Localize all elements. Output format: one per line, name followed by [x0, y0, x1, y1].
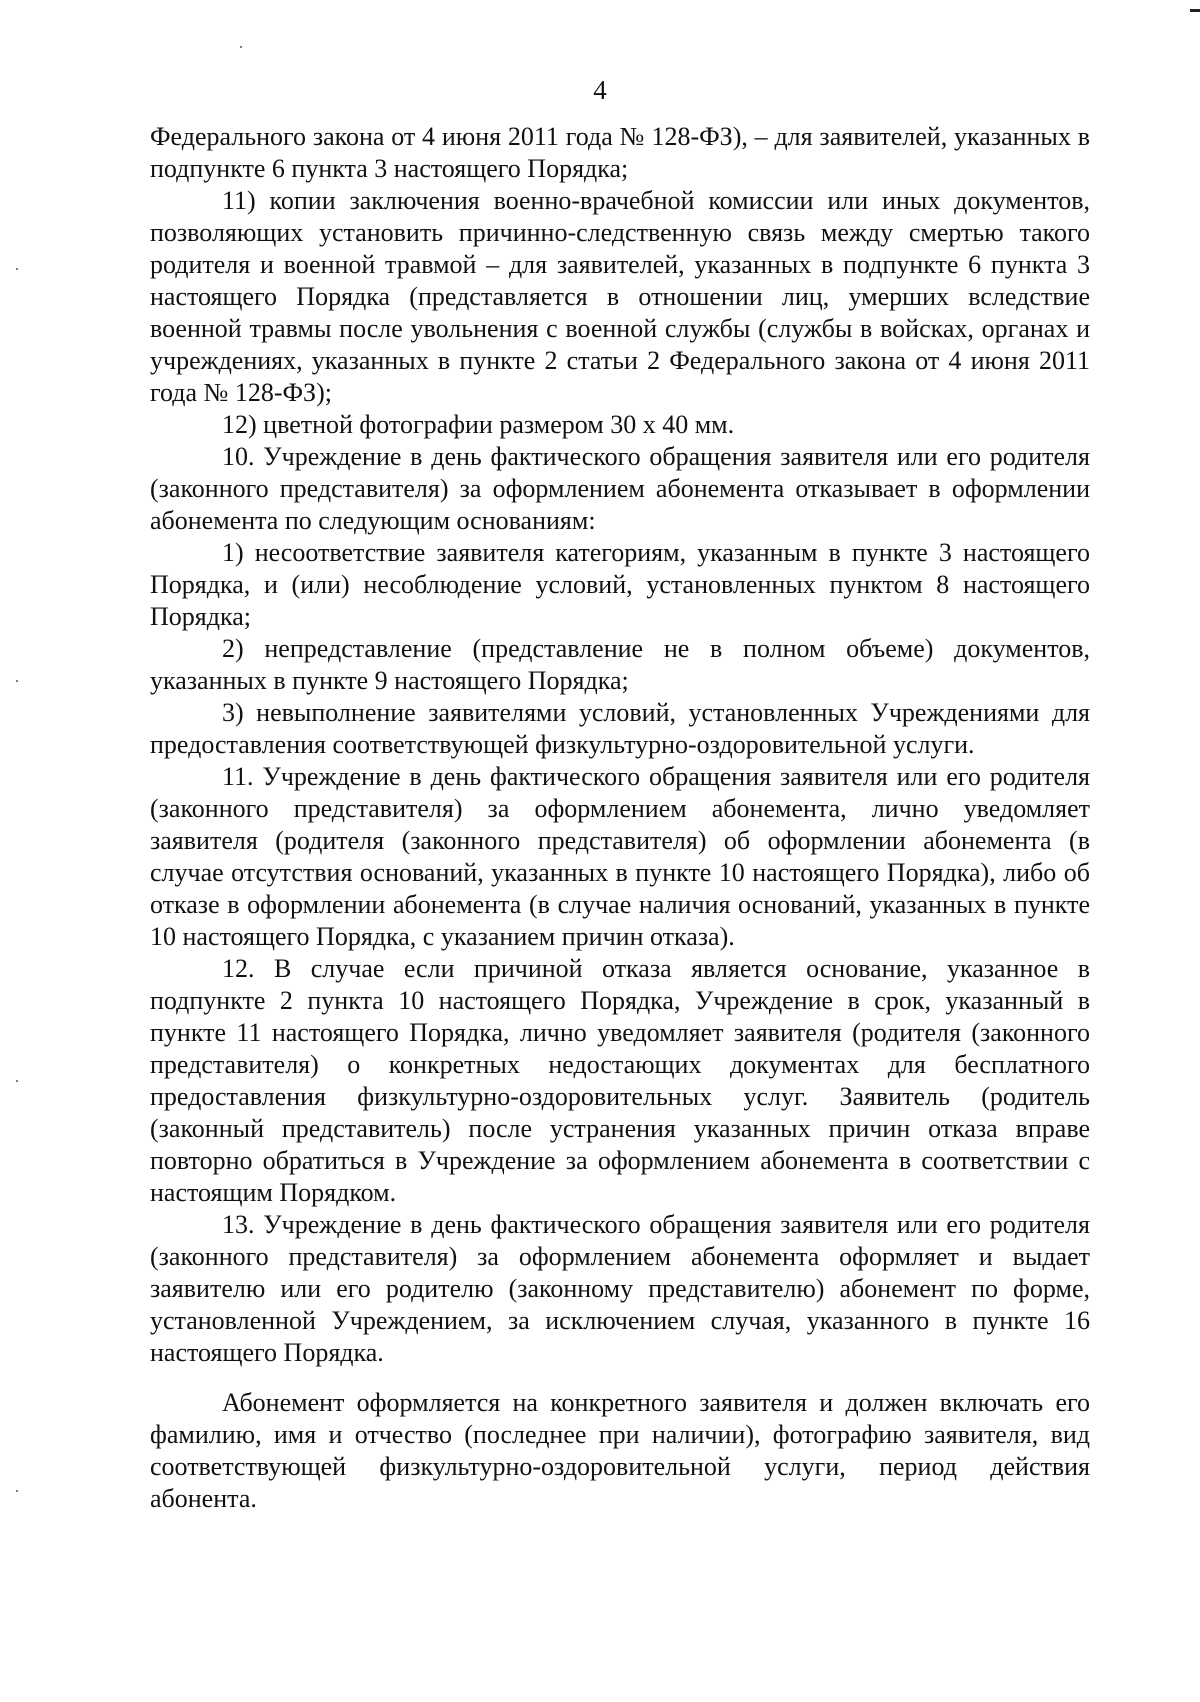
clause-10-item-2: 2) непредставление (представление не в полном объеме) документов, указанных в пункте 9 настоящего Порядка;	[150, 634, 1090, 695]
page-edge-mark	[1190, 9, 1200, 12]
list-item-12: 12) цветной фотографии размером 30 х 40 мм.	[222, 410, 735, 439]
scan-speck	[16, 268, 18, 270]
scan-speck	[16, 1490, 18, 1492]
clause-10-item-1: 1) несоответствие заявителя категориям, указанным в пункте 3 настоящего Порядка, и (или) несоблюдение условий, установленных пунктом 8 настоящего Порядка;	[150, 538, 1090, 631]
clause-13: 13. Учреждение в день фактического обращения заявителя или его родителя (законного представителя) за оформлением абонемента оформляет и выдает заявителю или его родителю (законному представителю) абонемент по форме, установленной Учреждением, за исключением случая, указанного в пункте 16 настоящего Порядка.	[150, 1210, 1090, 1367]
page-number: 4	[593, 75, 607, 105]
scan-speck	[16, 680, 18, 682]
scan-speck	[240, 46, 242, 48]
clause-10: 10. Учреждение в день фактического обращения заявителя или его родителя (законного представителя) за оформлением абонемента отказывает в оформлении абонемента по следующим основаниям:	[150, 442, 1090, 535]
clause-12: 12. В случае если причиной отказа является основание, указанное в подпункте 2 пункта 10 настоящего Порядка, Учреждение в срок, указанный в пункте 11 настоящего Порядка, лично уведомляет заявителя (родителя (законного представителя) о конкретных недостающих документах для бесплатного предоставления физкультурно-оздоровительных услуг. Заявитель (родитель (законный представитель) после устранения указанных причин отказа вправе повторно обратиться в Учреждение за оформлением абонемента в соответствии с настоящим Порядком.	[150, 954, 1090, 1207]
subscription-paragraph: Абонемент оформляется на конкретного заявителя и должен включать его фамилию, имя и отчество (последнее при наличии), фотографию заявителя, вид соответствующей физкультурно-оздоровительной услуги, период действия абонента.	[150, 1388, 1090, 1513]
scan-speck	[16, 1080, 18, 1082]
document-body	[150, 121, 1090, 1515]
paragraph-continuation: Федерального закона от 4 июня 2011 года № 128-ФЗ), – для заявителей, указанных в подпункте 6 пункта 3 настоящего Порядка;	[150, 122, 1090, 183]
clause-11: 11. Учреждение в день фактического обращения заявителя или его родителя (законного представителя) за оформлением абонемента, лично уведомляет заявителя (родителя (законного представителя) об оформлении абонемента (в случае отсутствия оснований, указанных в пункте 10 настоящего Порядка), либо об отказе в оформлении абонемента (в случае наличия оснований, указанных в пункте 10 настоящего Порядка, с указанием причин отказа).	[150, 762, 1090, 951]
list-item-11: 11) копии заключения военно-врачебной комиссии или иных документов, позволяющих установить причинно-следственную связь между смертью такого родителя и военной травмой – для заявителей, указанных в подпункте 6 пункта 3 настоящего Порядка (представляется в отношении лиц, умерших вследствие военной травмы после увольнения с военной службы (службы в войсках, органах и учреждениях, указанных в пункте 2 статьи 2 Федерального закона от 4 июня 2011 года № 128-ФЗ);	[150, 186, 1090, 407]
clause-10-item-3: 3) невыполнение заявителями условий, установленных Учреждениями для предоставления соответствующей физкультурно-оздоровительной услуги.	[150, 698, 1090, 759]
